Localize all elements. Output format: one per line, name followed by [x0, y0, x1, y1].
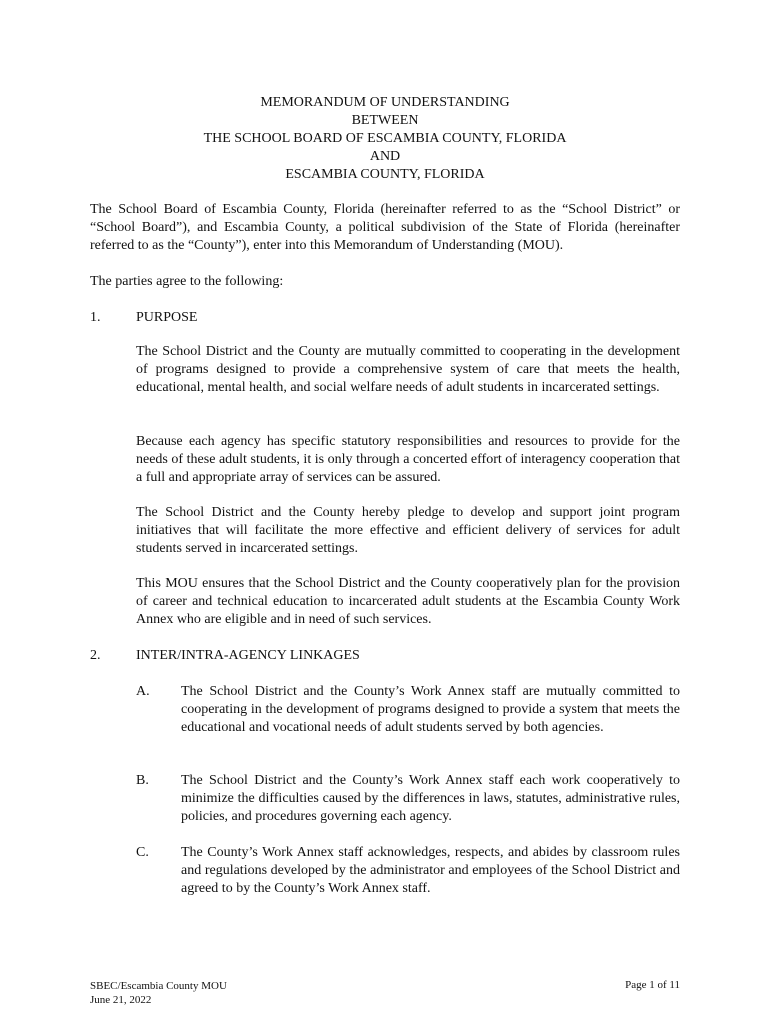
intro-paragraph: The School Board of Escambia County, Florida (hereinafter referred to as the “School District” or “School Board”), and Escambia County, a political subdivision of the State of Florida (hereinafter referred to as the “County”), enter into this Memorandum of Understanding (MOU). [90, 202, 680, 253]
purpose-paragraph-1: The School District and the County are mutually committed to cooperating in the development of programs designed to provide a comprehensive system of care that meets the health, educational, mental health, and social welfare needs of adult students in incarcerated settings. [136, 344, 680, 395]
title-line-4: AND [369, 149, 401, 164]
title-line-5: ESCAMBIA COUNTY, FLORIDA [285, 167, 485, 182]
document-title [90, 94, 680, 184]
footer-document-info [90, 979, 227, 1007]
item-b-letter: B. [136, 773, 149, 788]
item-a-text: The School District and the County’s Work Annex staff are mutually committed to cooperating in the development of programs designed to provide a system that meets the educational and vocational needs of adult students served by both agencies. [181, 684, 680, 735]
item-c-text: The County’s Work Annex staff acknowledges, respects, and abides by classroom rules and regulations developed by the administrator and employees of the School District and agreed to by the County’s Work Annex staff. [181, 845, 680, 896]
section-1-heading: PURPOSE [136, 310, 198, 325]
item-c-letter: C. [136, 845, 149, 860]
title-line-3: THE SCHOOL BOARD OF ESCAMBIA COUNTY, FLORIDA [203, 131, 567, 146]
item-a-letter: A. [136, 684, 150, 699]
title-line-2: BETWEEN [351, 113, 419, 128]
purpose-paragraph-2: Because each agency has specific statutory responsibilities and resources to provide for the needs of these adult students, it is only through a concerted effort of interagency cooperation that a full and appropriate array of services can be assured. [136, 434, 680, 485]
purpose-paragraph-3: The School District and the County hereby pledge to develop and support joint program initiatives that will facilitate the more effective and efficient delivery of services for adult students served in incarcerated settings. [136, 505, 680, 556]
agree-statement: The parties agree to the following: [90, 274, 284, 289]
purpose-paragraph-4: This MOU ensures that the School District and the County cooperatively plan for the provision of career and technical education to incarcerated adult students at the Escambia County Work Annex who are eligible and in need of such services. [136, 576, 680, 627]
footer-date: June 21, 2022 [90, 994, 152, 1006]
section-2-number: 2. [90, 648, 101, 663]
section-2-heading: INTER/INTRA-AGENCY LINKAGES [136, 648, 360, 663]
title-line-1: MEMORANDUM OF UNDERSTANDING [260, 95, 510, 110]
footer-document-name: SBEC/Escambia County MOU [90, 980, 227, 992]
item-b-text: The School District and the County’s Work Annex staff each work cooperatively to minimize the difficulties caused by the differences in laws, statutes, administrative rules, policies, and procedures governing each agency. [181, 773, 680, 824]
section-1-number: 1. [90, 310, 101, 325]
footer-page-number: Page 1 of 11 [625, 979, 680, 991]
